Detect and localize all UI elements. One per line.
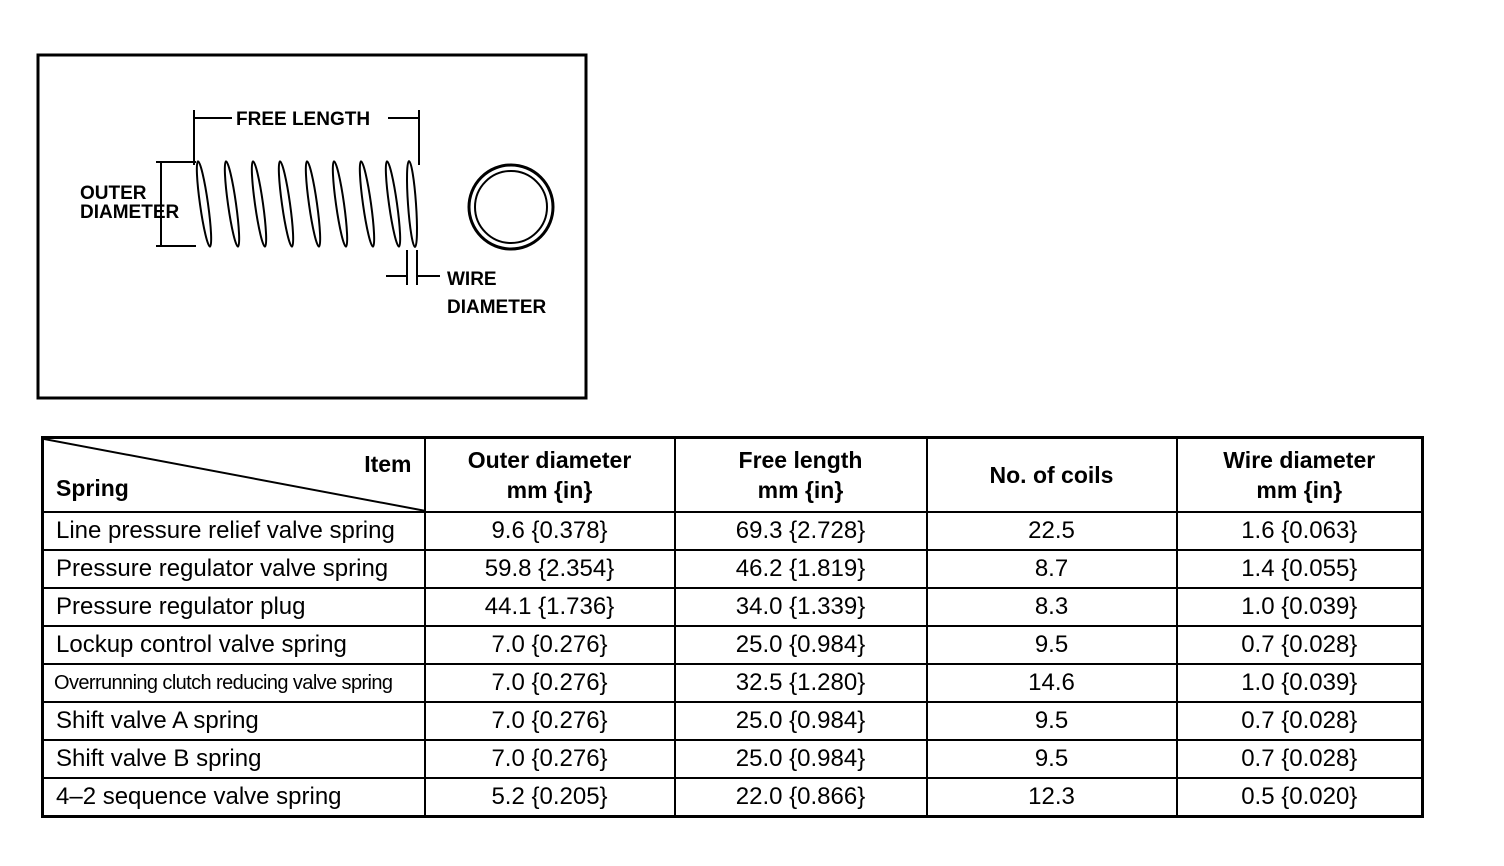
outer-diameter-cell: 7.0 {0.276}: [425, 740, 675, 778]
free-length-cell: 69.3 {2.728}: [675, 512, 927, 550]
outer-diameter-cell: 44.1 {1.736}: [425, 588, 675, 626]
header-free-length: [675, 438, 927, 513]
table-row: [43, 512, 1423, 550]
wire-diameter-cell: 0.5 {0.020}: [1177, 778, 1423, 817]
outer-diameter-cell: 5.2 {0.205}: [425, 778, 675, 817]
coils-cell: 9.5: [927, 740, 1177, 778]
spring-name-cell: Shift valve A spring: [43, 702, 425, 740]
wire-diameter-label-1: WIRE: [447, 269, 497, 290]
header-no-of-coils: [927, 438, 1177, 513]
outer-diameter-cell: 7.0 {0.276}: [425, 702, 675, 740]
table-row: [43, 664, 1423, 702]
spring-name-cell: Line pressure relief valve spring: [43, 512, 425, 550]
table-row: [43, 588, 1423, 626]
wire-diameter-cell: 1.6 {0.063}: [1177, 512, 1423, 550]
free-length-cell: 25.0 {0.984}: [675, 702, 927, 740]
corner-spring-label: Spring: [56, 475, 129, 501]
spring-name-cell: Shift valve B spring: [43, 740, 425, 778]
outer-diameter-cell: 9.6 {0.378}: [425, 512, 675, 550]
coils-cell: 8.3: [927, 588, 1177, 626]
spring-name-cell: Pressure regulator plug: [43, 588, 425, 626]
header-line-1: Outer diameter: [467, 447, 632, 473]
spring-coil: [330, 161, 350, 247]
coils-cell: 8.7: [927, 550, 1177, 588]
free-length-cell: 46.2 {1.819}: [675, 550, 927, 588]
table-row: [43, 550, 1423, 588]
corner-header-cell: [43, 438, 425, 513]
table-row: [43, 626, 1423, 664]
table-row: [43, 740, 1423, 778]
wire-diameter-cell: 1.4 {0.055}: [1177, 550, 1423, 588]
header-line-1: Wire diameter: [1223, 447, 1376, 473]
spring-coil: [222, 161, 242, 247]
coils-cell: 12.3: [927, 778, 1177, 817]
outer-diameter-label-2: DIAMETER: [80, 202, 180, 223]
coils-cell: 9.5: [927, 626, 1177, 664]
wire-diameter-cell: 1.0 {0.039}: [1177, 588, 1423, 626]
spring-name-cell: Overrunning clutch reducing valve spring: [43, 664, 425, 702]
wire-diameter-cell: 0.7 {0.028}: [1177, 626, 1423, 664]
coils-cell: 9.5: [927, 702, 1177, 740]
spring-coils: [194, 161, 419, 247]
spring-coil: [303, 161, 323, 247]
spring-end-view-inner: [475, 171, 547, 243]
header-line-2: mm {in}: [506, 477, 593, 503]
coils-cell: 22.5: [927, 512, 1177, 550]
header-line-1: Free length: [738, 447, 863, 473]
wire-diameter-label-2: DIAMETER: [447, 297, 547, 318]
free-length-cell: 34.0 {1.339}: [675, 588, 927, 626]
free-length-cell: 22.0 {0.866}: [675, 778, 927, 817]
corner-item-label: Item: [364, 451, 412, 477]
wire-diameter-cell: 0.7 {0.028}: [1177, 740, 1423, 778]
spring-coil: [383, 161, 403, 247]
header-outer-diameter: [425, 438, 675, 513]
spring-name-cell: 4–2 sequence valve spring: [43, 778, 425, 817]
header-line-1: No. of coils: [989, 462, 1114, 488]
spring-spec-table: [41, 436, 1424, 818]
outer-diameter-cell: 7.0 {0.276}: [425, 626, 675, 664]
free-length-cell: 32.5 {1.280}: [675, 664, 927, 702]
header-line-2: mm {in}: [757, 477, 844, 503]
spring-coil: [249, 161, 269, 247]
wire-diameter-cell: 1.0 {0.039}: [1177, 664, 1423, 702]
spring-name-cell: Pressure regulator valve spring: [43, 550, 425, 588]
table-row: [43, 702, 1423, 740]
spring-coil: [276, 161, 296, 247]
spring-coil: [357, 161, 377, 247]
spring-coil: [405, 161, 419, 247]
free-length-cell: 25.0 {0.984}: [675, 740, 927, 778]
spring-coil: [194, 161, 214, 247]
wire-diameter-cell: 0.7 {0.028}: [1177, 702, 1423, 740]
outer-diameter-cell: 59.8 {2.354}: [425, 550, 675, 588]
free-length-cell: 25.0 {0.984}: [675, 626, 927, 664]
spring-diagram: [0, 0, 600, 410]
table-row: [43, 778, 1423, 817]
header-wire-diameter: [1177, 438, 1423, 513]
outer-diameter-cell: 7.0 {0.276}: [425, 664, 675, 702]
free-length-label: FREE LENGTH: [236, 109, 371, 130]
spring-end-view-outer: [469, 165, 553, 249]
coils-cell: 14.6: [927, 664, 1177, 702]
spring-name-cell: Lockup control valve spring: [43, 626, 425, 664]
outer-diameter-label-1: OUTER: [80, 183, 147, 204]
header-line-2: mm {in}: [1256, 477, 1343, 503]
table-header-row: [43, 438, 1423, 513]
